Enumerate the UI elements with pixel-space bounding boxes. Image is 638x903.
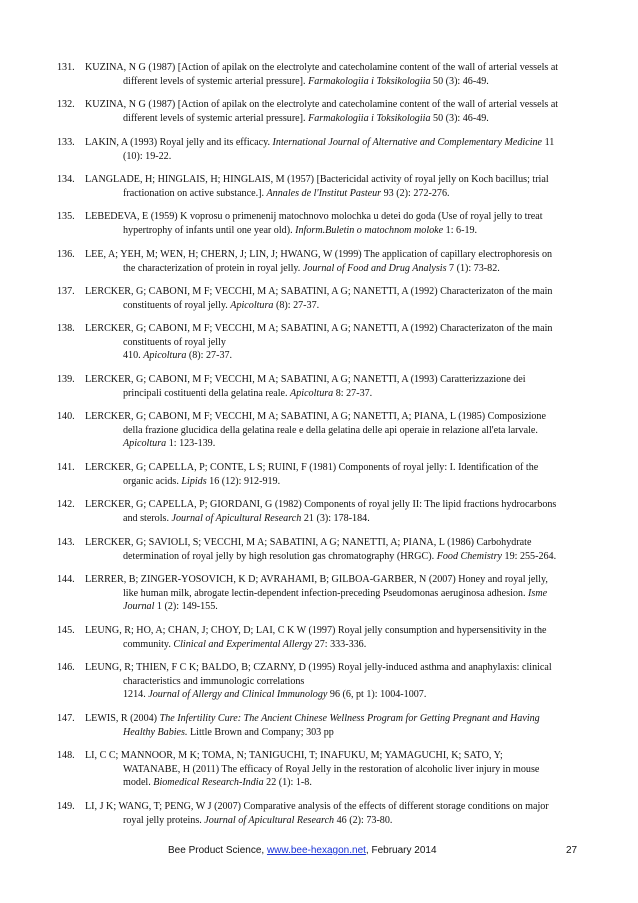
reference-number: 137. (57, 286, 75, 297)
reference-entry (57, 322, 587, 363)
reference-line: (10): 19-22. (123, 150, 172, 162)
reference-number: 148. (57, 750, 75, 761)
reference-entry (57, 749, 587, 790)
reference-text (85, 173, 587, 200)
reference-number: 132. (57, 99, 75, 110)
reference-line: LERCKER, G; CABONI, M F; VECCHI, M A; SABATINI, A G; NANETTI, A; PIANA, L (1985) Composizione (85, 411, 546, 422)
reference-number: 136. (57, 249, 75, 260)
reference-line: LI, J K; WANG, T; PENG, W J (2007) Comparative analysis of the effects of different storage conditions on major (85, 801, 549, 812)
reference-line: LERCKER, G; CABONI, M F; VECCHI, M A; SABATINI, A G; NANETTI, A (1992) Characterizaton of the main (85, 286, 553, 297)
reference-line: LEWIS, R (2004) The Infertility Cure: The Ancient Chinese Wellness Program for Getting Pregnant and Having (85, 713, 540, 724)
reference-text (85, 61, 587, 88)
reference-line: like human milk, abrogate lectin-dependent infection-preceding Pseudomonas aeruginosa adhesion. Isme (123, 587, 548, 599)
reference-number: 147. (57, 713, 75, 724)
reference-line: principali costituenti della gelatina reale. Apicoltura 8: 27-37. (123, 387, 373, 399)
reference-text (85, 285, 587, 312)
reference-entry (57, 800, 587, 827)
reference-line: LERCKER, G; CABONI, M F; VECCHI, M A; SABATINI, A G; NANETTI, A (1992) Characterizaton of the main (85, 323, 553, 334)
reference-entry (57, 210, 587, 237)
reference-line: LANGLADE, H; HINGLAIS, H; HINGLAIS, M (1957) [Bactericidal activity of royal jelly on Koch bacillus; trial (85, 174, 549, 185)
reference-number: 131. (57, 62, 75, 73)
reference-line: organic acids. Lipids 16 (12): 912-919. (123, 475, 281, 487)
reference-line: different levels of systemic arterial pressure]. Farmakologiia i Toksikologiia 50 (3): 46-49. (123, 75, 489, 87)
reference-line: LI, C C; MANNOOR, M K; TOMA, N; TANIGUCHI, T; INAFUKU, M; YAMAGUCHI, K; SATO, Y; (85, 750, 503, 761)
reference-line: constituents of royal jelly. Apicoltura (8): 27-37. (123, 299, 320, 311)
reference-line: KUZINA, N G (1987) [Action of apilak on the electrolyte and catecholamine content of the wall of arterial vessels at (85, 62, 559, 73)
reference-text (85, 410, 587, 451)
reference-line: KUZINA, N G (1987) [Action of apilak on the electrolyte and catecholamine content of the wall of arterial vessels at (85, 99, 559, 110)
reference-entry (57, 536, 587, 563)
reference-line: 1214. Journal of Allergy and Clinical Immunology 96 (6, pt 1): 1004-1007. (123, 689, 427, 701)
reference-line: LEUNG, R; THIEN, F C K; BALDO, B; CZARNY, D (1995) Royal jelly-induced asthma and anaphylaxis: clinical (85, 662, 552, 673)
reference-entry (57, 461, 587, 488)
reference-text (85, 498, 587, 525)
reference-line: Journal 1 (2): 149-155. (123, 601, 218, 613)
reference-entry (57, 373, 587, 400)
reference-number: 139. (57, 374, 75, 385)
reference-line: characteristics and immunologic correlations (123, 675, 305, 687)
reference-text (85, 322, 587, 363)
reference-number: 133. (57, 137, 75, 148)
reference-line: della frazione glucidica della gelatina reale e della gelatina delle api operaie in relazione all'eta larvale. (123, 424, 538, 436)
reference-line: LEE, A; YEH, M; WEN, H; CHERN, J; LIN, J; HWANG, W (1999) The application of capillary electrophoresis on (85, 249, 553, 260)
reference-number: 135. (57, 211, 75, 222)
reference-text (85, 136, 587, 163)
reference-number: 145. (57, 625, 75, 636)
reference-text (85, 373, 587, 400)
reference-entry (57, 173, 587, 200)
reference-line: LAKIN, A (1993) Royal jelly and its efficacy. International Journal of Alternative and Complementary Medicine 11 (85, 137, 555, 148)
reference-entry (57, 410, 587, 451)
reference-line: LEUNG, R; HO, A; CHAN, J; CHOY, D; LAI, C K W (1997) Royal jelly consumption and hypersensitivity in the (85, 625, 547, 636)
reference-line: LEBEDEVA, E (1959) K voprosu o primenenij matochnovo molochka u detei do goda (Use of royal jelly to treat (85, 211, 543, 222)
footer-prefix: Bee Product Science, (168, 845, 267, 856)
reference-line: community. Clinical and Experimental Allergy 27: 333-336. (123, 638, 367, 650)
reference-entry (57, 661, 587, 702)
reference-number: 138. (57, 323, 75, 334)
reference-text (85, 800, 587, 827)
reference-text (85, 461, 587, 488)
reference-entry (57, 285, 587, 312)
reference-number: 143. (57, 537, 75, 548)
reference-number: 142. (57, 499, 75, 510)
reference-line: LERRER, B; ZINGER-YOSOVICH, K D; AVRAHAMI, B; GILBOA-GARBER, N (2007) Honey and royal jelly, (85, 574, 548, 585)
reference-entry (57, 498, 587, 525)
reference-line: different levels of systemic arterial pressure]. Farmakologiia i Toksikologiia 50 (3): 46-49. (123, 112, 489, 124)
reference-line: LERCKER, G; SAVIOLI, S; VECCHI, M A; SABATINI, A G; NANETTI, A; PIANA, L (1986) Carbohydrate (85, 537, 532, 548)
reference-line: royal jelly proteins. Journal of Apicultural Research 46 (2): 73-80. (123, 814, 393, 826)
reference-line: LERCKER, G; CAPELLA, P; CONTE, L S; RUINI, F (1981) Components of royal jelly: I. Identification of the (85, 462, 539, 473)
footer-text (168, 845, 437, 856)
reference-line: model. Biomedical Research-India 22 (1): 1-8. (123, 777, 312, 789)
reference-line: hypertrophy of infants until one year old). Inform.Buletin o matochnom moloke 1: 6-19. (123, 224, 478, 236)
reference-entry (57, 624, 587, 651)
reference-text (85, 661, 587, 702)
reference-line: 410. Apicoltura (8): 27-37. (123, 350, 233, 362)
page-number: 27 (566, 845, 578, 856)
reference-number: 134. (57, 174, 75, 185)
reference-number: 140. (57, 411, 75, 422)
reference-text (85, 98, 587, 125)
reference-line: Healthy Babies. Little Brown and Company; 303 pp (123, 726, 334, 738)
reference-text (85, 712, 587, 739)
footer-link[interactable]: www.bee-hexagon.net (266, 845, 366, 856)
reference-line: constituents of royal jelly (123, 336, 226, 348)
reference-text (85, 536, 587, 563)
reference-entry (57, 573, 587, 614)
reference-line: Apicoltura 1: 123-139. (123, 438, 216, 450)
reference-text (85, 210, 587, 237)
reference-line: determination of royal jelly by high resolution gas chromatography (HRGC). Food Chemistry 19: 255-264. (123, 550, 557, 562)
reference-text (85, 248, 587, 275)
reference-text (85, 573, 587, 614)
reference-entry (57, 98, 587, 125)
reference-number: 141. (57, 462, 75, 473)
reference-line: LERCKER, G; CABONI, M F; VECCHI, M A; SABATINI, A G; NANETTI, A (1993) Caratterizzazione dei (85, 374, 526, 385)
reference-entry (57, 248, 587, 275)
reference-line: WATANABE, H (2011) The efficacy of Royal Jelly in the restoration of alcoholic liver injury in mouse (123, 763, 540, 775)
reference-text (85, 624, 587, 651)
reference-entry (57, 712, 587, 739)
reference-line: fractionation on active substance.]. Annales de l'Institut Pasteur 93 (2): 272-276. (123, 187, 450, 199)
reference-text (85, 749, 587, 790)
reference-line: the characterization of protein in royal jelly. Journal of Food and Drug Analysis 7 (1): 73-82. (123, 262, 500, 274)
reference-number: 146. (57, 662, 75, 673)
reference-line: LERCKER, G; CAPELLA, P; GIORDANI, G (1982) Components of royal jelly II: The lipid fractions hydrocarbons (85, 499, 557, 510)
page-footer (0, 845, 638, 861)
reference-number: 144. (57, 574, 75, 585)
reference-number: 149. (57, 801, 75, 812)
reference-entry (57, 136, 587, 163)
reference-entry (57, 61, 587, 88)
reference-line: and sterols. Journal of Apicultural Research 21 (3): 178-184. (123, 512, 370, 524)
footer-suffix: , February 2014 (365, 845, 437, 856)
